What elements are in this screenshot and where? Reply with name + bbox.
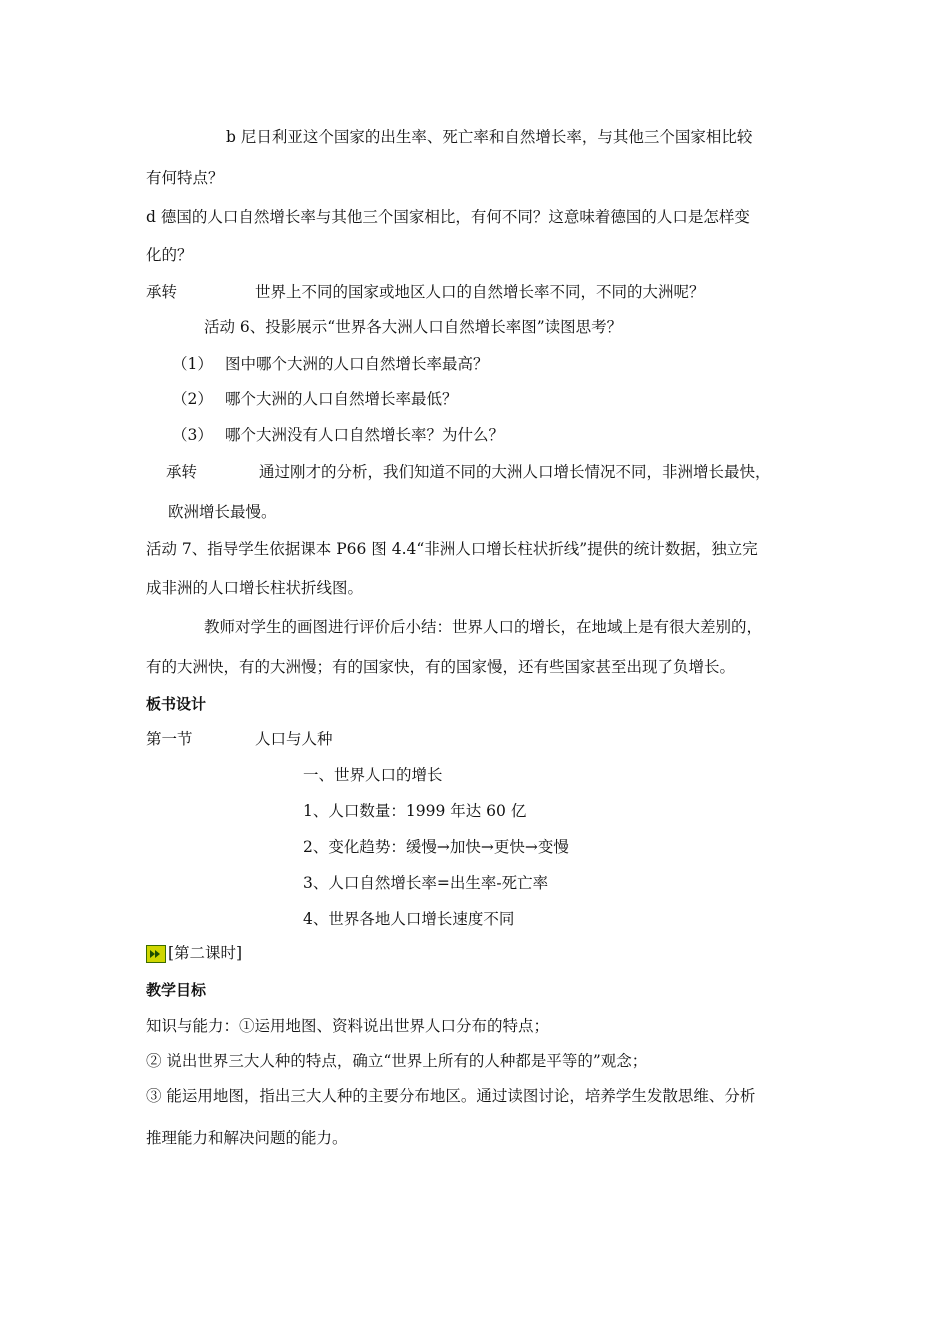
activity7-line1: 活动 7、指导学生依据课本 P66 图 4.4“非洲人口增长柱状折线”提供的统计数据，独立完 <box>146 540 758 558</box>
board-section-label: 第一节 <box>146 730 193 748</box>
lesson2-label: [第二课时] <box>168 944 243 962</box>
question3-text: 哪个大洲没有人口自然增长率？为什么？ <box>225 426 505 444</box>
activity7-line2: 成非洲的人口增长柱状折线图。 <box>146 579 364 597</box>
question2-text: 哪个大洲的人口自然增长率最低？ <box>225 390 458 408</box>
board-item: 3、人口自然增长率=出生率-死亡率 <box>303 874 549 892</box>
transition2-text: 通过刚才的分析，我们知道不同的大洲人口增长情况不同，非洲增长最快， <box>259 463 771 481</box>
question1-number: （1） <box>172 355 213 373</box>
objective-line4: 推理能力和解决问题的能力。 <box>146 1129 348 1147</box>
lesson-marker-icon <box>146 945 166 963</box>
question-b-line2: 有何特点？ <box>146 169 224 187</box>
question-d-line2: 化的？ <box>146 246 193 264</box>
objective-line2: ② 说出世界三大人种的特点，确立“世界上所有的人种都是平等的”观念； <box>146 1052 648 1070</box>
question-d-line1: d 德国的人口自然增长率与其他三个国家相比，有何不同？这意味着德国的人口是怎样变 <box>146 208 750 226</box>
question2-number: （2） <box>172 390 213 408</box>
summary-line2: 有的大洲快，有的大洲慢；有的国家快，有的国家慢，还有些国家甚至出现了负增长。 <box>146 658 736 676</box>
activity6: 活动 6、投影展示“世界各大洲人口自然增长率图”读图思考？ <box>204 318 623 336</box>
transition1-label: 承转 <box>146 283 178 301</box>
transition2-label: 承转 <box>166 463 198 481</box>
objectives-heading: 教学目标 <box>146 981 207 999</box>
transition2-continuation: 欧洲增长最慢。 <box>168 503 277 521</box>
objective-line3: ③ 能运用地图，指出三大人种的主要分布地区。通过读图讨论，培养学生发散思维、分析 <box>146 1087 756 1105</box>
summary-line1: 教师对学生的画图进行评价后小结：世界人口的增长，在地域上是有很大差别的， <box>204 618 763 636</box>
board-item: 一、世界人口的增长 <box>303 766 443 784</box>
board-item: 4、世界各地人口增长速度不同 <box>303 910 515 928</box>
objective-line1: 知识与能力：①运用地图、资料说出世界人口分布的特点； <box>146 1017 550 1035</box>
board-design-heading: 板书设计 <box>146 695 207 713</box>
question-b-line1: b 尼日利亚这个国家的出生率、死亡率和自然增长率，与其他三个国家相比较 <box>226 128 753 146</box>
question1-text: 图中哪个大洲的人口自然增长率最高？ <box>225 355 489 373</box>
transition1-text: 世界上不同的国家或地区人口的自然增长率不同，不同的大洲呢？ <box>255 283 705 301</box>
question3-number: （3） <box>172 426 213 444</box>
board-item: 2、变化趋势：缓慢→加快→更快→变慢 <box>303 838 569 856</box>
board-section-title: 人口与人种 <box>255 730 333 748</box>
board-item: 1、人口数量：1999 年达 60 亿 <box>303 802 527 820</box>
lesson2-marker <box>146 943 242 963</box>
